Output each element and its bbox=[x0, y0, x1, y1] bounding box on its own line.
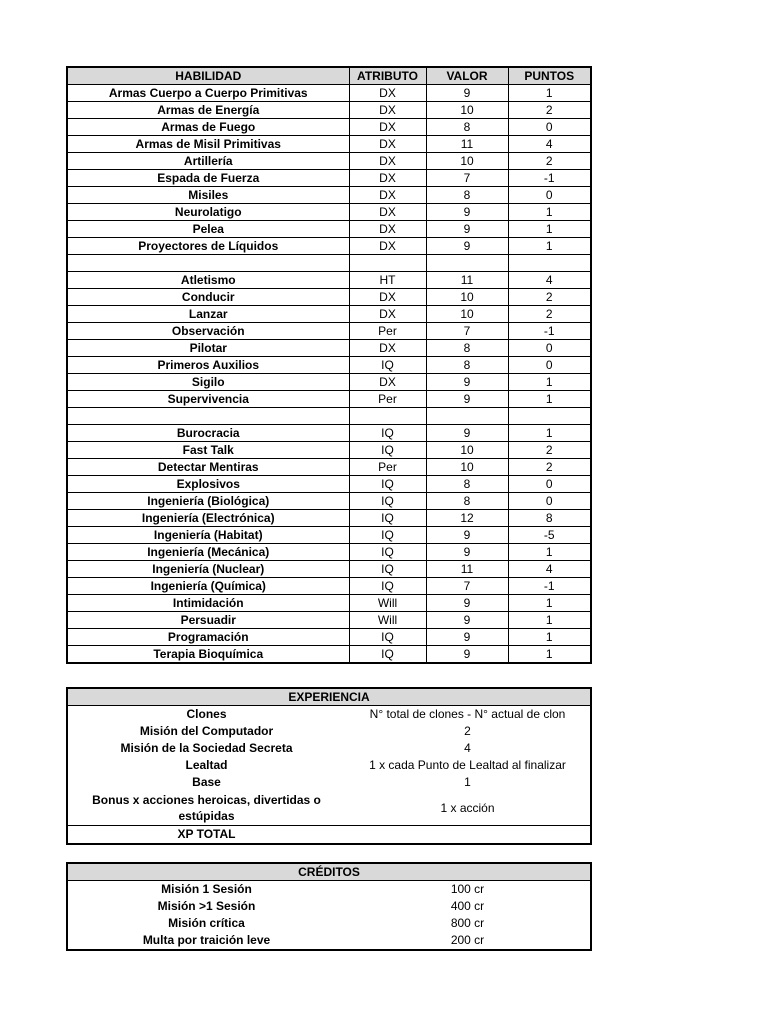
table-row bbox=[67, 323, 591, 340]
skill-name: Intimidación bbox=[67, 595, 349, 612]
skill-attribute bbox=[349, 255, 426, 272]
table-row bbox=[67, 221, 591, 238]
xp-total-label: XP TOTAL bbox=[67, 826, 345, 845]
credits-label: Misión crítica bbox=[168, 916, 245, 930]
table-row bbox=[67, 255, 591, 272]
skill-value: 9 bbox=[426, 425, 508, 442]
skills-header-row bbox=[67, 67, 591, 85]
table-row bbox=[67, 646, 591, 664]
skill-points: 0 bbox=[508, 476, 591, 493]
table-row bbox=[67, 629, 591, 646]
skill-name: Programación bbox=[67, 629, 349, 646]
credits-value: 400 cr bbox=[450, 899, 485, 913]
skill-name: Armas de Misil Primitivas bbox=[67, 136, 349, 153]
skill-value: 8 bbox=[426, 357, 508, 374]
skill-points: 1 bbox=[508, 425, 591, 442]
skill-attribute: DX bbox=[349, 289, 426, 306]
skill-value: 9 bbox=[426, 85, 508, 102]
skill-points: 2 bbox=[508, 153, 591, 170]
skill-points: 0 bbox=[508, 493, 591, 510]
skill-name: Primeros Auxilios bbox=[67, 357, 349, 374]
skill-points: 1 bbox=[508, 221, 591, 238]
skill-attribute: DX bbox=[349, 306, 426, 323]
skill-points bbox=[508, 408, 591, 425]
skill-points: 0 bbox=[508, 340, 591, 357]
table-row bbox=[67, 442, 591, 459]
credits-value: 100 cr bbox=[450, 882, 485, 896]
skill-name: Observación bbox=[67, 323, 349, 340]
credits-table bbox=[66, 862, 592, 951]
table-row bbox=[67, 740, 591, 757]
skill-value: 9 bbox=[426, 204, 508, 221]
table-row bbox=[67, 791, 591, 826]
table-row bbox=[67, 915, 591, 932]
skill-name: Fast Talk bbox=[67, 442, 349, 459]
experience-value: 4 bbox=[464, 741, 471, 755]
table-row bbox=[67, 170, 591, 187]
skill-attribute bbox=[349, 408, 426, 425]
credits-value: 800 cr bbox=[450, 916, 485, 930]
skill-value: 9 bbox=[426, 646, 508, 664]
skill-name: Lanzar bbox=[67, 306, 349, 323]
skill-value: 12 bbox=[426, 510, 508, 527]
skill-points: 4 bbox=[508, 561, 591, 578]
experience-value: N° total de clones - N° actual de clon bbox=[369, 707, 566, 721]
skill-points: -1 bbox=[508, 578, 591, 595]
credits-label: Multa por traición leve bbox=[142, 933, 271, 947]
skill-attribute: Will bbox=[349, 595, 426, 612]
header-atributo: ATRIBUTO bbox=[349, 67, 426, 85]
skill-name: Artillería bbox=[67, 153, 349, 170]
skill-points: 2 bbox=[508, 306, 591, 323]
skill-attribute: IQ bbox=[349, 442, 426, 459]
skill-points: 0 bbox=[508, 187, 591, 204]
skill-name: Neurolatigo bbox=[67, 204, 349, 221]
skill-name bbox=[67, 408, 349, 425]
skill-points: -5 bbox=[508, 527, 591, 544]
skill-value bbox=[426, 255, 508, 272]
table-row bbox=[67, 459, 591, 476]
skill-points: 1 bbox=[508, 646, 591, 664]
experience-label: Lealtad bbox=[185, 758, 228, 772]
skill-name: Ingeniería (Habitat) bbox=[67, 527, 349, 544]
skill-name: Armas de Energía bbox=[67, 102, 349, 119]
skill-attribute: IQ bbox=[349, 493, 426, 510]
table-row bbox=[67, 85, 591, 102]
skill-points: -1 bbox=[508, 323, 591, 340]
xp-total-row bbox=[67, 826, 591, 845]
skill-name: Proyectores de Líquidos bbox=[67, 238, 349, 255]
skill-points: 1 bbox=[508, 391, 591, 408]
skill-points: 1 bbox=[508, 238, 591, 255]
skill-name: Atletismo bbox=[67, 272, 349, 289]
skill-attribute: IQ bbox=[349, 629, 426, 646]
skill-points: 2 bbox=[508, 102, 591, 119]
skill-attribute: IQ bbox=[349, 476, 426, 493]
skill-name: Sigilo bbox=[67, 374, 349, 391]
skill-points: 1 bbox=[508, 629, 591, 646]
skill-name: Ingeniería (Mecánica) bbox=[67, 544, 349, 561]
table-row bbox=[67, 238, 591, 255]
skill-attribute: DX bbox=[349, 374, 426, 391]
skill-points: 1 bbox=[508, 544, 591, 561]
table-row bbox=[67, 153, 591, 170]
skill-attribute: DX bbox=[349, 238, 426, 255]
xp-total-value bbox=[345, 826, 591, 845]
table-row bbox=[67, 306, 591, 323]
skill-attribute: IQ bbox=[349, 510, 426, 527]
table-row bbox=[67, 391, 591, 408]
skill-value: 7 bbox=[426, 578, 508, 595]
table-row bbox=[67, 136, 591, 153]
table-row bbox=[67, 187, 591, 204]
header-valor: VALOR bbox=[426, 67, 508, 85]
skill-attribute: IQ bbox=[349, 578, 426, 595]
skill-value: 9 bbox=[426, 595, 508, 612]
table-row bbox=[67, 408, 591, 425]
skill-name: Armas Cuerpo a Cuerpo Primitivas bbox=[67, 85, 349, 102]
experience-title: EXPERIENCIA bbox=[67, 688, 591, 706]
table-row bbox=[67, 561, 591, 578]
experience-label: Clones bbox=[186, 707, 227, 721]
table-row bbox=[67, 340, 591, 357]
skill-points: 1 bbox=[508, 612, 591, 629]
skill-value: 9 bbox=[426, 238, 508, 255]
skill-name: Persuadir bbox=[67, 612, 349, 629]
table-row bbox=[67, 102, 591, 119]
skill-points bbox=[508, 255, 591, 272]
skill-attribute: IQ bbox=[349, 561, 426, 578]
skill-value: 8 bbox=[426, 187, 508, 204]
skill-attribute: Per bbox=[349, 323, 426, 340]
skill-attribute: DX bbox=[349, 153, 426, 170]
skill-name: Detectar Mentiras bbox=[67, 459, 349, 476]
skill-attribute: DX bbox=[349, 187, 426, 204]
skill-attribute: HT bbox=[349, 272, 426, 289]
credits-label: Misión >1 Sesión bbox=[157, 899, 256, 913]
skill-points: 1 bbox=[508, 374, 591, 391]
skill-points: 1 bbox=[508, 204, 591, 221]
skill-value: 9 bbox=[426, 221, 508, 238]
skill-points: 2 bbox=[508, 289, 591, 306]
table-row bbox=[67, 476, 591, 493]
table-row bbox=[67, 119, 591, 136]
skill-value: 10 bbox=[426, 442, 508, 459]
experience-value: 1 x cada Punto de Lealtad al finalizar bbox=[369, 758, 566, 772]
experience-value: 1 bbox=[464, 775, 471, 789]
table-row bbox=[67, 932, 591, 950]
table-row bbox=[67, 898, 591, 915]
skill-points: 0 bbox=[508, 357, 591, 374]
experience-value: 2 bbox=[464, 724, 471, 738]
skill-points: 8 bbox=[508, 510, 591, 527]
skill-value: 8 bbox=[426, 476, 508, 493]
skill-value: 8 bbox=[426, 493, 508, 510]
skill-value: 8 bbox=[426, 119, 508, 136]
experience-label: Misión del Computador bbox=[139, 724, 274, 738]
skill-points: 1 bbox=[508, 85, 591, 102]
skill-attribute: DX bbox=[349, 85, 426, 102]
table-row bbox=[67, 544, 591, 561]
table-row bbox=[67, 527, 591, 544]
skill-attribute: Per bbox=[349, 391, 426, 408]
skill-attribute: DX bbox=[349, 204, 426, 221]
skill-attribute: DX bbox=[349, 221, 426, 238]
table-row bbox=[67, 289, 591, 306]
skill-value: 7 bbox=[426, 170, 508, 187]
skill-points: 1 bbox=[508, 595, 591, 612]
skill-value: 9 bbox=[426, 629, 508, 646]
skill-name: Terapia Bioquímica bbox=[67, 646, 349, 664]
skill-points: 4 bbox=[508, 272, 591, 289]
experience-value: 1 x acción bbox=[440, 800, 495, 815]
skill-value: 9 bbox=[426, 374, 508, 391]
credits-value: 200 cr bbox=[450, 933, 485, 947]
skill-name: Ingeniería (Química) bbox=[67, 578, 349, 595]
skill-attribute: IQ bbox=[349, 357, 426, 374]
skill-points: 4 bbox=[508, 136, 591, 153]
table-row bbox=[67, 510, 591, 527]
skill-attribute: Per bbox=[349, 459, 426, 476]
table-row bbox=[67, 272, 591, 289]
skill-name: Burocracia bbox=[67, 425, 349, 442]
skill-name: Misiles bbox=[67, 187, 349, 204]
table-row bbox=[67, 595, 591, 612]
skill-name: Supervivencia bbox=[67, 391, 349, 408]
skill-name: Pilotar bbox=[67, 340, 349, 357]
skill-value: 10 bbox=[426, 289, 508, 306]
experience-label: Base bbox=[192, 775, 221, 789]
skill-value: 9 bbox=[426, 612, 508, 629]
skill-value: 10 bbox=[426, 306, 508, 323]
skill-points: 0 bbox=[508, 119, 591, 136]
credits-title: CRÉDITOS bbox=[67, 863, 591, 881]
skill-attribute: IQ bbox=[349, 646, 426, 664]
experience-label: Misión de la Sociedad Secreta bbox=[120, 741, 293, 755]
skill-value: 11 bbox=[426, 136, 508, 153]
skills-table bbox=[66, 66, 592, 664]
experience-label: Bonus x acciones heroicas, divertidas o estúpidas bbox=[92, 793, 321, 823]
skill-attribute: DX bbox=[349, 340, 426, 357]
skill-value: 11 bbox=[426, 272, 508, 289]
skill-value: 9 bbox=[426, 391, 508, 408]
table-row bbox=[67, 578, 591, 595]
skill-name: Pelea bbox=[67, 221, 349, 238]
skill-points: -1 bbox=[508, 170, 591, 187]
table-row bbox=[67, 881, 591, 899]
skill-attribute: IQ bbox=[349, 425, 426, 442]
skill-value bbox=[426, 408, 508, 425]
skill-attribute: IQ bbox=[349, 544, 426, 561]
table-row bbox=[67, 706, 591, 724]
skill-attribute: DX bbox=[349, 102, 426, 119]
header-habilidad: HABILIDAD bbox=[67, 67, 349, 85]
skill-value: 10 bbox=[426, 459, 508, 476]
skill-name: Espada de Fuerza bbox=[67, 170, 349, 187]
skill-points: 2 bbox=[508, 442, 591, 459]
skill-attribute: DX bbox=[349, 170, 426, 187]
skill-name: Conducir bbox=[67, 289, 349, 306]
skill-attribute: DX bbox=[349, 136, 426, 153]
skill-value: 11 bbox=[426, 561, 508, 578]
skill-value: 8 bbox=[426, 340, 508, 357]
skill-attribute: Will bbox=[349, 612, 426, 629]
table-row bbox=[67, 493, 591, 510]
skill-attribute: DX bbox=[349, 119, 426, 136]
credits-label: Misión 1 Sesión bbox=[161, 882, 252, 896]
table-row bbox=[67, 774, 591, 791]
skill-name: Explosivos bbox=[67, 476, 349, 493]
header-puntos: PUNTOS bbox=[508, 67, 591, 85]
skill-value: 9 bbox=[426, 544, 508, 561]
table-row bbox=[67, 612, 591, 629]
skill-name: Ingeniería (Electrónica) bbox=[67, 510, 349, 527]
skill-name bbox=[67, 255, 349, 272]
table-row bbox=[67, 357, 591, 374]
skill-name: Ingeniería (Biológica) bbox=[67, 493, 349, 510]
table-row bbox=[67, 723, 591, 740]
skill-name: Ingeniería (Nuclear) bbox=[67, 561, 349, 578]
skill-name: Armas de Fuego bbox=[67, 119, 349, 136]
table-row bbox=[67, 374, 591, 391]
skill-attribute: IQ bbox=[349, 527, 426, 544]
skill-value: 10 bbox=[426, 102, 508, 119]
skill-value: 7 bbox=[426, 323, 508, 340]
skill-value: 10 bbox=[426, 153, 508, 170]
skill-value: 9 bbox=[426, 527, 508, 544]
table-row bbox=[67, 425, 591, 442]
experience-table bbox=[66, 687, 592, 845]
skill-points: 2 bbox=[508, 459, 591, 476]
skills-body bbox=[67, 85, 591, 664]
table-row bbox=[67, 204, 591, 221]
table-row bbox=[67, 757, 591, 774]
